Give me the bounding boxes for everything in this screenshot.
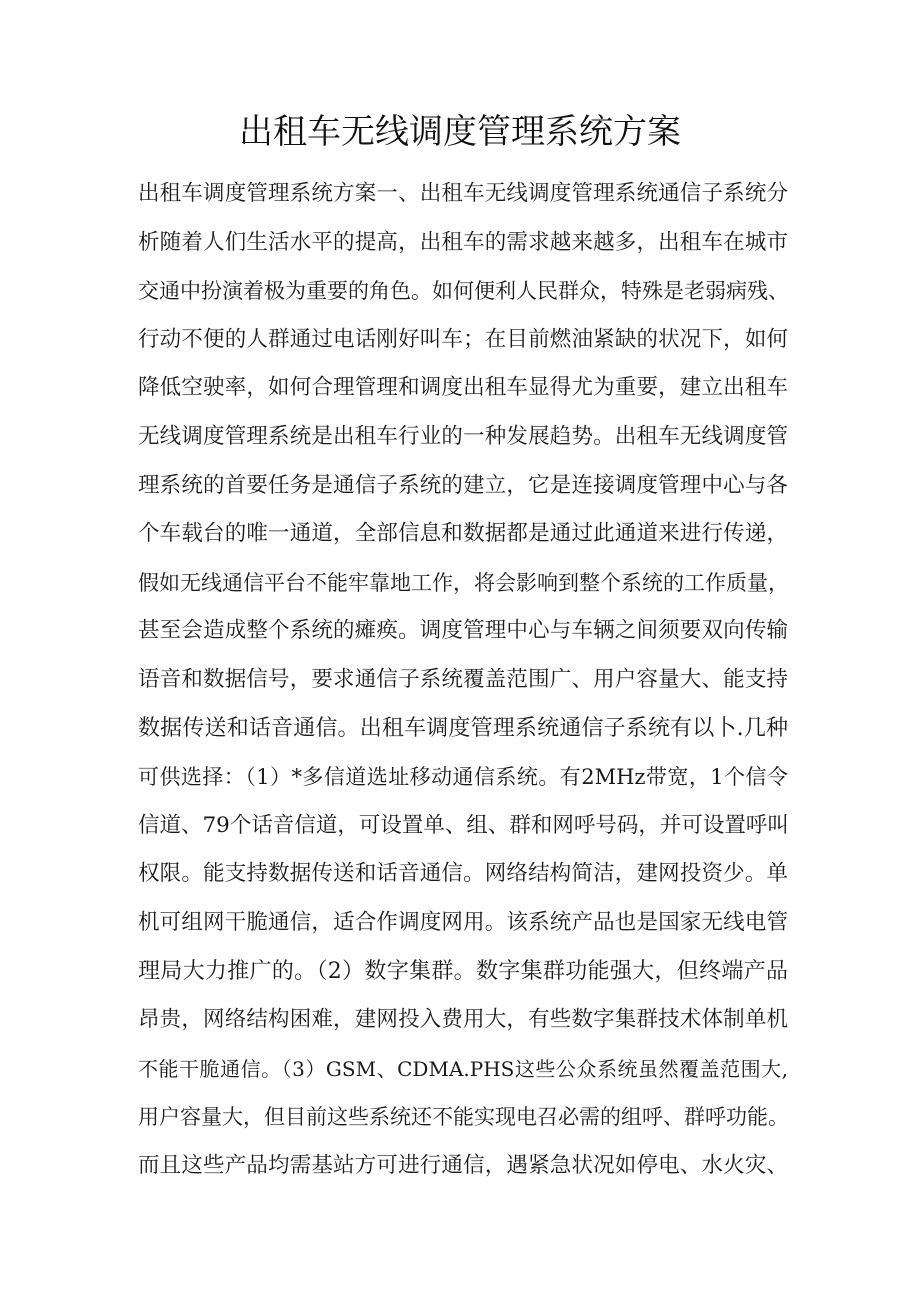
body-line: 行动不便的人群通过电话刚好叫车；在目前燃油紧缺的状况下，如何 [138,326,788,352]
body-line: 信道、79个话音信道，可设置单、组、群和网呼号码，并可设置呼叫 [138,812,789,838]
body-line: 昂贵，网络结构困难，建网投入费用大，有些数字集群技术体制单机 [138,1007,788,1033]
body-line: 出租车调度管理系统方案一、出租车无线调度管理系统通信子系统分 [138,181,788,206]
body-line: 不能干脆通信。（3）GSM、CDMA.PHS这些公众系统虽然覆盖范围大, [138,1056,788,1081]
body-line: 语音和数据信号，要求通信子系统覆盖范围广、用户容量大、能支持 [138,666,788,692]
document-title: 出租车无线调度管理系统方案 [239,112,681,152]
body-line: 而且这些产品均需基站方可进行通信，遇紧急状况如停电、水火灾、 [138,1152,788,1178]
body-line: 用户容量大，但目前这些系统还不能实现电召必需的组呼、群呼功能。 [138,1105,789,1130]
body-line: 可供选择：（1）*多信道选址移动通信系统。有2MHz带宽，1个信令 [138,765,788,790]
body-line: 理系统的首要任务是通信子系统的建立，它是连接调度管理中心与各 [138,472,788,498]
document-body [138,170,788,1190]
body-line: 权限。能支持数据传送和话音通信。网络结构简洁，建网投资少。单 [138,861,788,887]
body-line: 降低空驶率，如何合理管理和调度出租车显得尤为重要，建立出租车 [138,375,788,401]
body-line: 析随着人们生活水平的提高，出租车的需求越来越多，出租车在城市 [138,229,788,255]
body-line: 机可组网干脆通信，适合作调度网用。该系统产品也是国家无线电管 [138,909,788,935]
body-line: 甚至会造成整个系统的瘫痪。调度管理中心与车辆之间须要双向传输 [138,618,788,644]
body-line: 交通中扮演着极为重要的角色。如何便利人民群众，特殊是老弱病残、 [138,279,789,304]
body-line: 无线调度管理系统是出租车行业的一种发展趋势。出租车无线调度管 [138,423,788,449]
body-line: 个车载台的唯一通道，全部信息和数据都是通过此通道来进行传递， [138,521,788,547]
body-line: 假如无线通信平台不能牢靠地工作，将会影响到整个系统的工作质量， [138,570,789,595]
body-line: 数据传送和话音通信。出租车调度管理系统通信子系统有以卜.几种 [138,715,788,741]
body-line: 理局大力推广的。（2）数字集群。数字集群功能强大，但终端产品 [138,958,788,984]
